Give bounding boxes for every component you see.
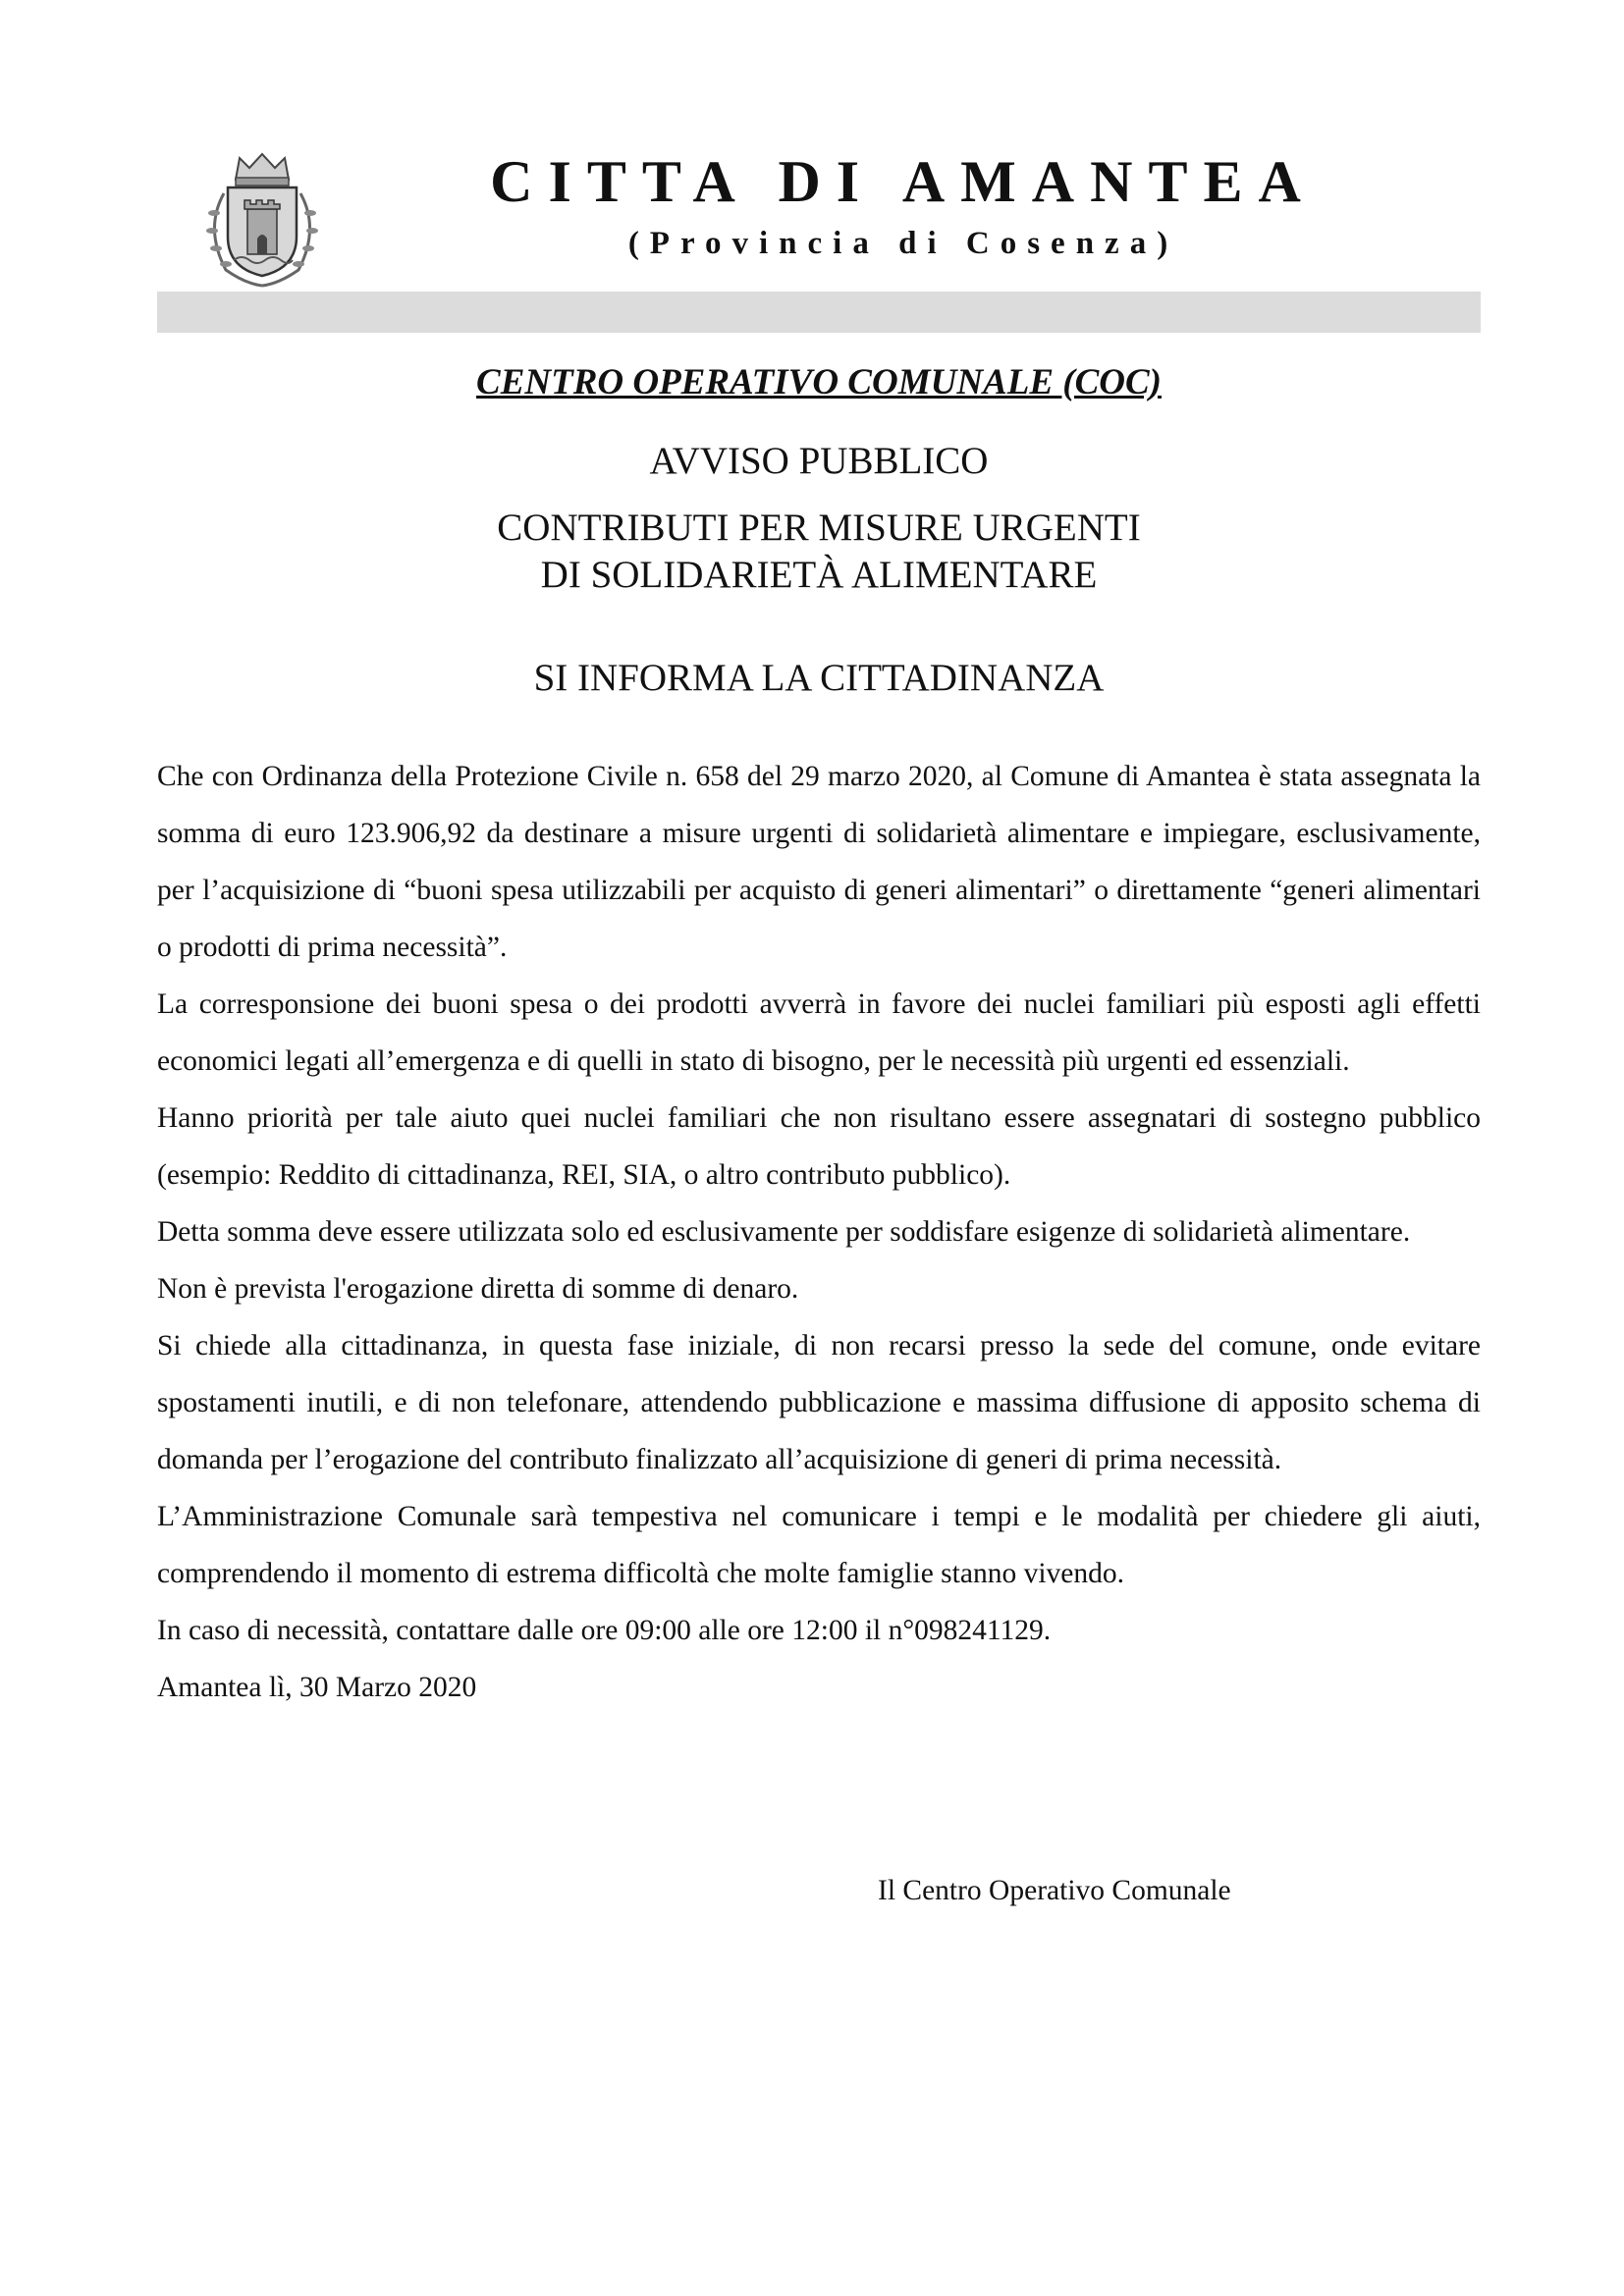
body-paragraph-contact: In caso di necessità, contattare dalle ore 09:00 alle ore 12:00 il n°098241129. <box>157 1615 1052 1646</box>
notice-subtitle-line-1: CONTRIBUTI PER MISURE URGENTI <box>497 507 1141 549</box>
body-paragraph-request: Si chiede alla cittadinanza, in questa fase iniziale, di non recarsi presso la sede del comune, onde evitare spostamenti inutili, e di non telefonare, attendendo pubblicazione e massima diffusione di apposito schema di domanda per l’erogazione del contributo finalizzato all’acquisizione di generi di prima necessità. <box>157 1330 1481 1475</box>
body-paragraph-priority: Hanno priorità per tale aiuto quei nuclei familiari che non risultano essere assegnatari di sostegno pubblico (esempio: Reddito di cittadinanza, REI, SIA, o altro contributo pubblico). <box>157 1102 1481 1191</box>
body-paragraph-administration: L’Amministrazione Comunale sarà tempestiva nel comunicare i tempi e le modalità per chiedere gli aiuti, comprendendo il momento di estrema difficoltà che molte famiglie stanno vivendo. <box>157 1501 1481 1589</box>
body-paragraph-usage: Detta somma deve essere utilizzata solo ed esclusivamente per soddisfare esigenze di solidarietà alimentare. <box>157 1216 1411 1248</box>
notice-subtitle-line-2: DI SOLIDARIETÀ ALIMENTARE <box>540 554 1098 596</box>
city-title: CITTA DI AMANTEA <box>490 149 1317 214</box>
notice-title: AVVISO PUBBLICO <box>649 440 989 482</box>
signature: Il Centro Operativo Comunale <box>878 1875 1231 1906</box>
notice-heading: SI INFORMA LA CITTADINANZA <box>533 657 1105 699</box>
body-paragraph-ordinance: Che con Ordinanza della Protezione Civile n. 658 del 29 marzo 2020, al Comune di Amantea è stata assegnata la somma di euro 123.906,92 da destinare a misure urgenti di solidarietà alimentare e impiegare, esclusivamente, per l’acquisizione di “buoni spesa utilizzabili per acquisto di generi alimentari” o direttamente “generi alimentari o prodotti di prima necessità”. <box>157 761 1481 963</box>
place-date: Amantea lì, 30 Marzo 2020 <box>157 1672 477 1703</box>
header-divider-band <box>157 292 1481 333</box>
notice-body <box>157 748 1481 1716</box>
body-paragraph-distribution: La corresponsione dei buoni spesa o dei prodotti avverrà in favore dei nuclei familiari più esposti agli effetti economici legati all’emergenza e di quelli in stato di bisogno, per le necessità più urgenti ed essenziali. <box>157 988 1481 1077</box>
body-paragraph-no-cash: Non è prevista l'erogazione diretta di somme di denaro. <box>157 1273 799 1305</box>
coc-heading: CENTRO OPERATIVO COMUNALE (COC) <box>476 362 1162 402</box>
province-subtitle: (Provincia di Cosenza) <box>627 226 1179 261</box>
city-crest-icon <box>196 152 329 290</box>
